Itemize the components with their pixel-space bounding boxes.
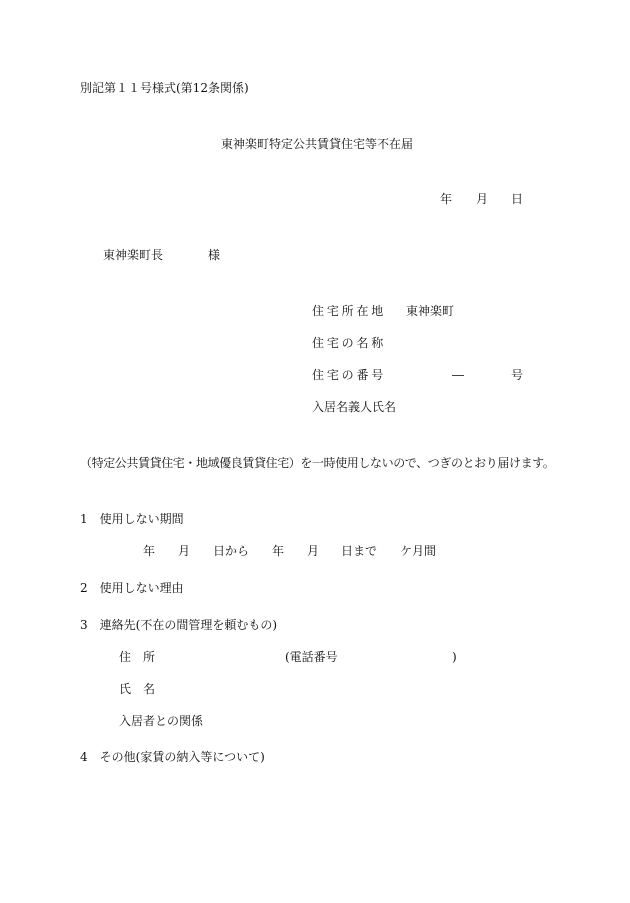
date-month-label: 月 bbox=[476, 192, 489, 206]
date-year-label: 年 bbox=[440, 192, 453, 206]
housing-number-dash: ― bbox=[452, 368, 464, 382]
contact-name-label: 氏 名 bbox=[119, 682, 156, 696]
statement-text: （特定公共賃貸住宅・地域優良賃貸住宅）を一時使用しないので、つぎのとおり届けます。 bbox=[80, 456, 555, 470]
housing-number-suffix: 号 bbox=[511, 368, 524, 382]
section-2-title: 2 使用しない理由 bbox=[80, 581, 184, 595]
recipient-honorific: 様 bbox=[208, 248, 221, 262]
period-year-1: 年 bbox=[143, 544, 156, 558]
contact-phone-open: (電話番号 bbox=[285, 650, 338, 664]
contact-address-label: 住 所 bbox=[119, 650, 156, 664]
recipient-name: 東神楽町長 bbox=[103, 248, 164, 262]
contact-phone-close: ) bbox=[452, 650, 457, 664]
contact-relation-label: 入居者との関係 bbox=[119, 714, 204, 728]
section-1-title: 1 使用しない期間 bbox=[80, 512, 184, 526]
housing-location-label: 住 宅 所 在 地 bbox=[312, 304, 383, 318]
date-day-label: 日 bbox=[511, 192, 524, 206]
housing-location-value: 東神楽町 bbox=[406, 304, 455, 318]
section-3-title: 3 連絡先(不在の間管理を頼むもの) bbox=[80, 618, 277, 632]
form-title: 東神楽町特定公共賃貸住宅等不在届 bbox=[221, 137, 414, 151]
form-reference: 別記第１１号様式(第12条関係) bbox=[80, 81, 249, 95]
period-until: 日まで bbox=[341, 544, 378, 558]
period-year-2: 年 bbox=[272, 544, 285, 558]
housing-number-label: 住 宅 の 番 号 bbox=[312, 368, 383, 382]
section-4-title: 4 その他(家賃の納入等について) bbox=[80, 750, 265, 764]
housing-name-label: 住 宅 の 名 称 bbox=[312, 336, 383, 350]
period-month-2: 月 bbox=[307, 544, 320, 558]
period-months: ケ月間 bbox=[400, 544, 437, 558]
occupant-name-label: 入居名義人氏名 bbox=[312, 400, 397, 414]
period-month-1: 月 bbox=[178, 544, 191, 558]
period-from: 日から bbox=[213, 544, 250, 558]
